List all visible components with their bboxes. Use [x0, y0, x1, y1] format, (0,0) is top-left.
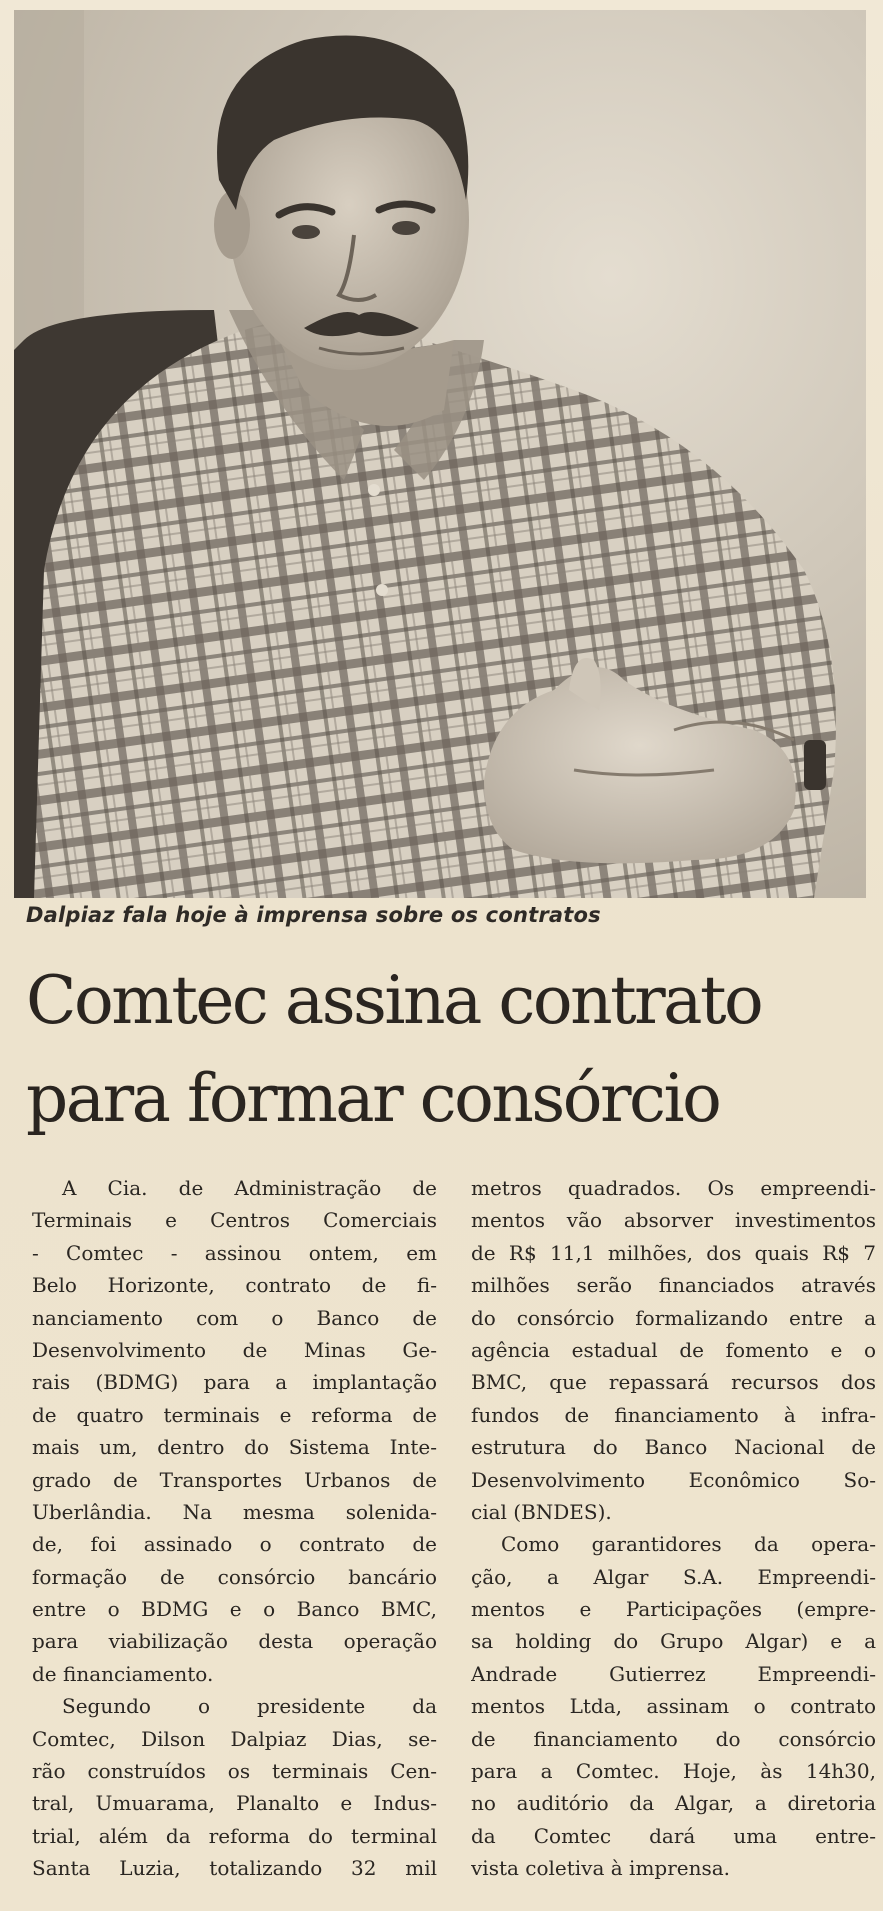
headline-line-2: para formar consórcio	[26, 1060, 720, 1137]
text-line: rais (BDMG) para a implantação	[32, 1370, 437, 1395]
text-line: - Comtec - assinou ontem, em	[32, 1240, 437, 1265]
text-line: nanciamento com o Banco de	[32, 1305, 437, 1330]
text-line: mentos vão absorver investimentos	[471, 1208, 876, 1233]
text-line: ção, a Algar S.A. Empreendi-	[471, 1564, 876, 1589]
text-line: no auditório da Algar, a diretoria	[471, 1791, 876, 1816]
text-line: mentos Ltda, assinam o contrato	[471, 1694, 876, 1719]
article-column-left	[32, 1172, 437, 1885]
text-line: do consórcio formalizando entre a	[471, 1305, 876, 1330]
text-line: sa holding do Grupo Algar) e a	[471, 1629, 876, 1654]
text-line: agência estadual de fomento e o	[471, 1337, 876, 1362]
text-line: metros quadrados. Os empreendi-	[471, 1176, 876, 1200]
text-line: rão construídos os terminais Cen-	[32, 1759, 437, 1784]
text-line: de financiamento.	[32, 1661, 214, 1686]
text-line: de quatro terminais e reforma de	[32, 1402, 437, 1427]
text-line: Desenvolvimento Econômico So-	[471, 1467, 876, 1492]
text-line: de financiamento do consórcio	[471, 1726, 876, 1751]
text-line: tral, Umuarama, Planalto e Indus-	[32, 1791, 437, 1816]
headline-line-1: Comtec assina contrato	[26, 962, 762, 1039]
headline	[26, 952, 866, 1148]
text-line: grado de Transportes Urbanos de	[32, 1467, 437, 1492]
text-line: de R$ 11,1 milhões, dos quais R$ 7	[471, 1240, 876, 1265]
text-line: vista coletiva à imprensa.	[471, 1856, 731, 1881]
text-line: da Comtec dará uma entre-	[471, 1823, 876, 1848]
portrait-illustration	[14, 10, 866, 898]
text-line: Desenvolvimento de Minas Ge-	[32, 1337, 437, 1362]
text-line: mais um, dentro do Sistema Inte-	[32, 1435, 437, 1460]
text-line: Terminais e Centros Comerciais	[32, 1208, 437, 1233]
photo-caption: Dalpiaz fala hoje à imprensa sobre os contratos	[26, 903, 601, 927]
text-line: formação de consórcio bancário	[32, 1564, 437, 1589]
text-line: A Cia. de Administração de	[62, 1176, 437, 1200]
text-line: Santa Luzia, totalizando 32 mil	[32, 1856, 437, 1881]
portrait-photo	[14, 10, 866, 898]
text-line: Andrade Gutierrez Empreendi-	[471, 1661, 876, 1686]
text-line: de, foi assinado o contrato de	[32, 1532, 437, 1557]
text-line: trial, além da reforma do terminal	[32, 1823, 437, 1848]
text-line: estrutura do Banco Nacional de	[471, 1435, 876, 1460]
text-line: para a Comtec. Hoje, às 14h30,	[471, 1759, 876, 1784]
text-line: fundos de financiamento à infra-	[471, 1402, 876, 1427]
text-line: Como garantidores da opera-	[501, 1532, 876, 1557]
text-line: para viabilização desta operação	[32, 1629, 437, 1654]
article-column-right	[471, 1172, 876, 1885]
text-line: Belo Horizonte, contrato de fi-	[32, 1273, 437, 1298]
text-line: BMC, que repassará recursos dos	[471, 1370, 876, 1395]
text-line: Segundo o presidente da	[62, 1694, 437, 1719]
text-line: Comtec, Dilson Dalpiaz Dias, se-	[32, 1726, 437, 1751]
text-line: mentos e Participações (empre-	[471, 1597, 876, 1622]
text-line: Uberlândia. Na mesma solenida-	[32, 1499, 437, 1524]
text-line: milhões serão financiados através	[471, 1273, 876, 1298]
text-line: cial (BNDES).	[471, 1499, 612, 1524]
text-line: entre o BDMG e o Banco BMC,	[32, 1597, 437, 1622]
